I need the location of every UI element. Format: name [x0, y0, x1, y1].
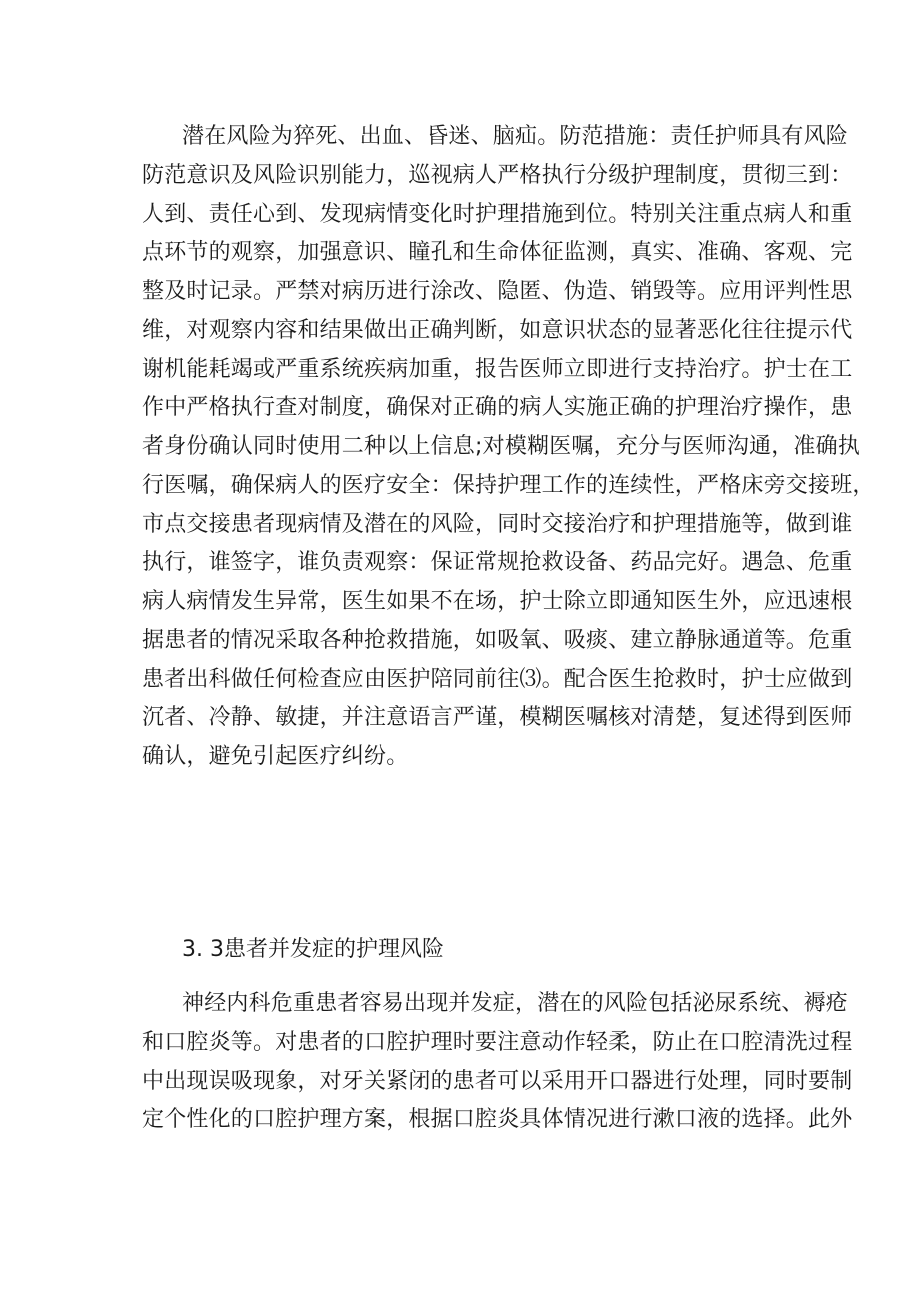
paragraph-risk-prevention [142, 118, 875, 777]
paragraph-line: 神经内科危重患者容易出现并发症，潜在的风险包括泌尿系统、褥疮 [182, 991, 849, 1016]
paragraph-line: 维，对观察内容和结果做出正确判断，如意识状态的显著恶化往往提示代 [142, 317, 853, 343]
paragraph-line: 据患者的情况采取各种抢救措施，如吸氧、吸痰、建立静脉通道等。危重 [142, 627, 853, 653]
paragraph-line: 人到、责任心到、发现病情变化时护理措施到位。特别关注重点病人和重 [142, 201, 853, 227]
paragraph-line: 确认，避免引起医疗纠纷。 [142, 744, 409, 769]
paragraph-line: 作中严格执行查对制度，确保对正确的病人实施正确的护理治疗操作，患 [142, 395, 853, 421]
paragraph-line: 防范意识及风险识别能力，巡视病人严格执行分级护理制度，贯彻三到： [142, 162, 853, 188]
paragraph-line: 谢机能耗竭或严重系统疾病加重，报告医师立即进行支持治疗。护士在工 [142, 356, 853, 382]
section-heading: 3. 3患者并发症的护理风险 [182, 937, 444, 962]
paragraph-line: 整及时记录。严禁对病历进行涂改、隐匿、伪造、销毁等。应用评判性思 [142, 279, 853, 304]
paragraph-line: 中出现误吸现象，对牙关紧闭的患者可以采用开口器进行处理，同时要制 [142, 1068, 853, 1094]
paragraph-line: 病人病情发生异常，医生如果不在场，护士除立即通知医生外，应迅速根 [142, 589, 853, 614]
paragraph-line: 市点交接患者现病情及潜在的风险，同时交接治疗和护理措施等，做到谁 [142, 511, 853, 537]
paragraph-line: 和口腔炎等。对患者的口腔护理时要注意动作轻柔，防止在口腔清洗过程 [142, 1029, 853, 1055]
paragraph-line: 点环节的观察，加强意识、瞳孔和生命体征监测，真实、准确、客观、完 [142, 240, 853, 266]
paragraph-line: 执行，谁签字，谁负责观察：保证常规抢救设备、药品完好。遇急、危重 [142, 550, 853, 576]
paragraph-line: 潜在风险为猝死、出血、昏迷、脑疝。防范措施：责任护师具有风险 [182, 124, 849, 149]
paragraph-line: 患者出科做任何检查应由医护陪同前往⑶。配合医生抢救时，护士应做到 [142, 666, 853, 692]
paragraph-line: 者身份确认同时使用二种以上信息;对模糊医嘱，充分与医师沟通，准确执 [142, 434, 861, 459]
paragraph-line: 定个性化的口腔护理方案，根据口腔炎具体情况进行漱口液的选择。此外 [142, 1107, 853, 1133]
paragraph-line: 沉者、冷静、敏捷，并注意语言严谨，模糊医嘱核对清楚，复述得到医师 [142, 705, 853, 731]
paragraph-complications [142, 985, 853, 1140]
paragraph-line: 行医嘱，确保病人的医疗安全：保持护理工作的连续性，严格床旁交接班， [142, 472, 875, 498]
